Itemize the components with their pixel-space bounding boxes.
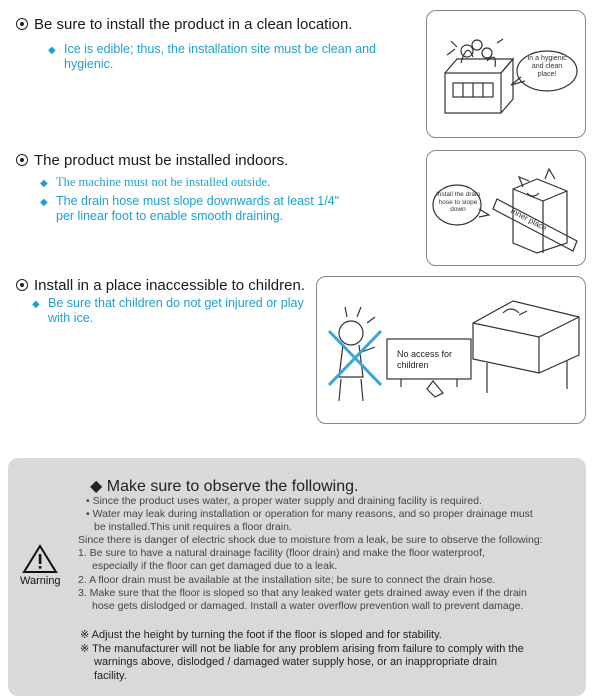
- sash-label: Inner place: [509, 206, 549, 233]
- warning-line: • Water may leak during installation or operation for many reasons, and so proper drainage must: [86, 508, 533, 520]
- warning-note: ※ Adjust the height by turning the foot if the floor is sloped and for stability.: [80, 629, 442, 641]
- warning-line: 3. Make sure that the floor is sloped so that any leaked water gets drained away even if the drain: [78, 587, 527, 599]
- speech-bubble-text: In a hygienic and clean place!: [527, 55, 567, 78]
- warning-lead: ◆ Make sure to observe the following.: [90, 478, 359, 495]
- warning-line: 1. Be sure to have a natural drainage facility (floor drain) and make the floor waterproof,: [78, 547, 485, 559]
- warning-note: ※ The manufacturer will not be liable for any problem arising from failure to comply with the: [80, 643, 524, 655]
- warning-triangle-icon: [22, 544, 58, 579]
- warning-line: Since there is danger of electric shock due to moisture from a leak, be sure to observe the following:: [78, 534, 543, 546]
- sub-item: ◆ The machine must not be installed outside.: [40, 175, 271, 189]
- illustration-children: [316, 276, 586, 424]
- warning-line: 2. A floor drain must be available at the installation site; be sure to connect the drain hose.: [78, 574, 496, 586]
- circle-bullet-icon: [16, 154, 28, 166]
- sub-item: ◆ Be sure that children do not get injured or play with ice.: [32, 296, 304, 325]
- warning-line: especially if the floor can get damaged due to a leak.: [92, 560, 338, 572]
- diamond-bullet-icon: ◆: [32, 299, 40, 310]
- section-heading-clean-location: Be sure to install the product in a clean location.: [16, 16, 353, 33]
- no-access-sign: No access for children: [397, 349, 453, 370]
- speech-bubble-text: Install the drain hose to slope down: [435, 191, 481, 213]
- diamond-bullet-icon: ◆: [40, 197, 48, 208]
- circle-bullet-icon: [16, 279, 28, 291]
- diamond-bullet-icon: ◆: [40, 178, 48, 189]
- diamond-bullet-icon: ◆: [48, 45, 56, 56]
- section-heading-indoors: The product must be installed indoors.: [16, 152, 288, 169]
- sub-item: ◆ The drain hose must slope downwards at least 1/4" per linear foot to enable smooth draining.: [40, 194, 340, 223]
- warning-note-cont: facility.: [94, 670, 127, 682]
- sub-item: ◆ Ice is edible; thus, the installation site must be clean and hygienic.: [48, 42, 376, 71]
- illustration-clean-place: [426, 10, 586, 138]
- warning-label: Warning: [20, 575, 61, 587]
- circle-bullet-icon: [16, 18, 28, 30]
- illustration-indoors: [426, 150, 586, 266]
- diamond-bullet-icon: ◆: [90, 478, 107, 495]
- warning-note-cont: warnings above, dislodged / damaged water supply hose, or an inappropriate drain: [94, 656, 497, 668]
- warning-line: • Since the product uses water, a proper water supply and draining facility is required.: [86, 495, 482, 507]
- section-heading-children: Install in a place inaccessible to children.: [16, 277, 305, 294]
- warning-line: be installed.This unit requires a floor drain.: [94, 521, 292, 533]
- warning-line: hose gets dislodged or damaged. Install a water overflow prevention wall to prevent damage.: [92, 600, 524, 612]
